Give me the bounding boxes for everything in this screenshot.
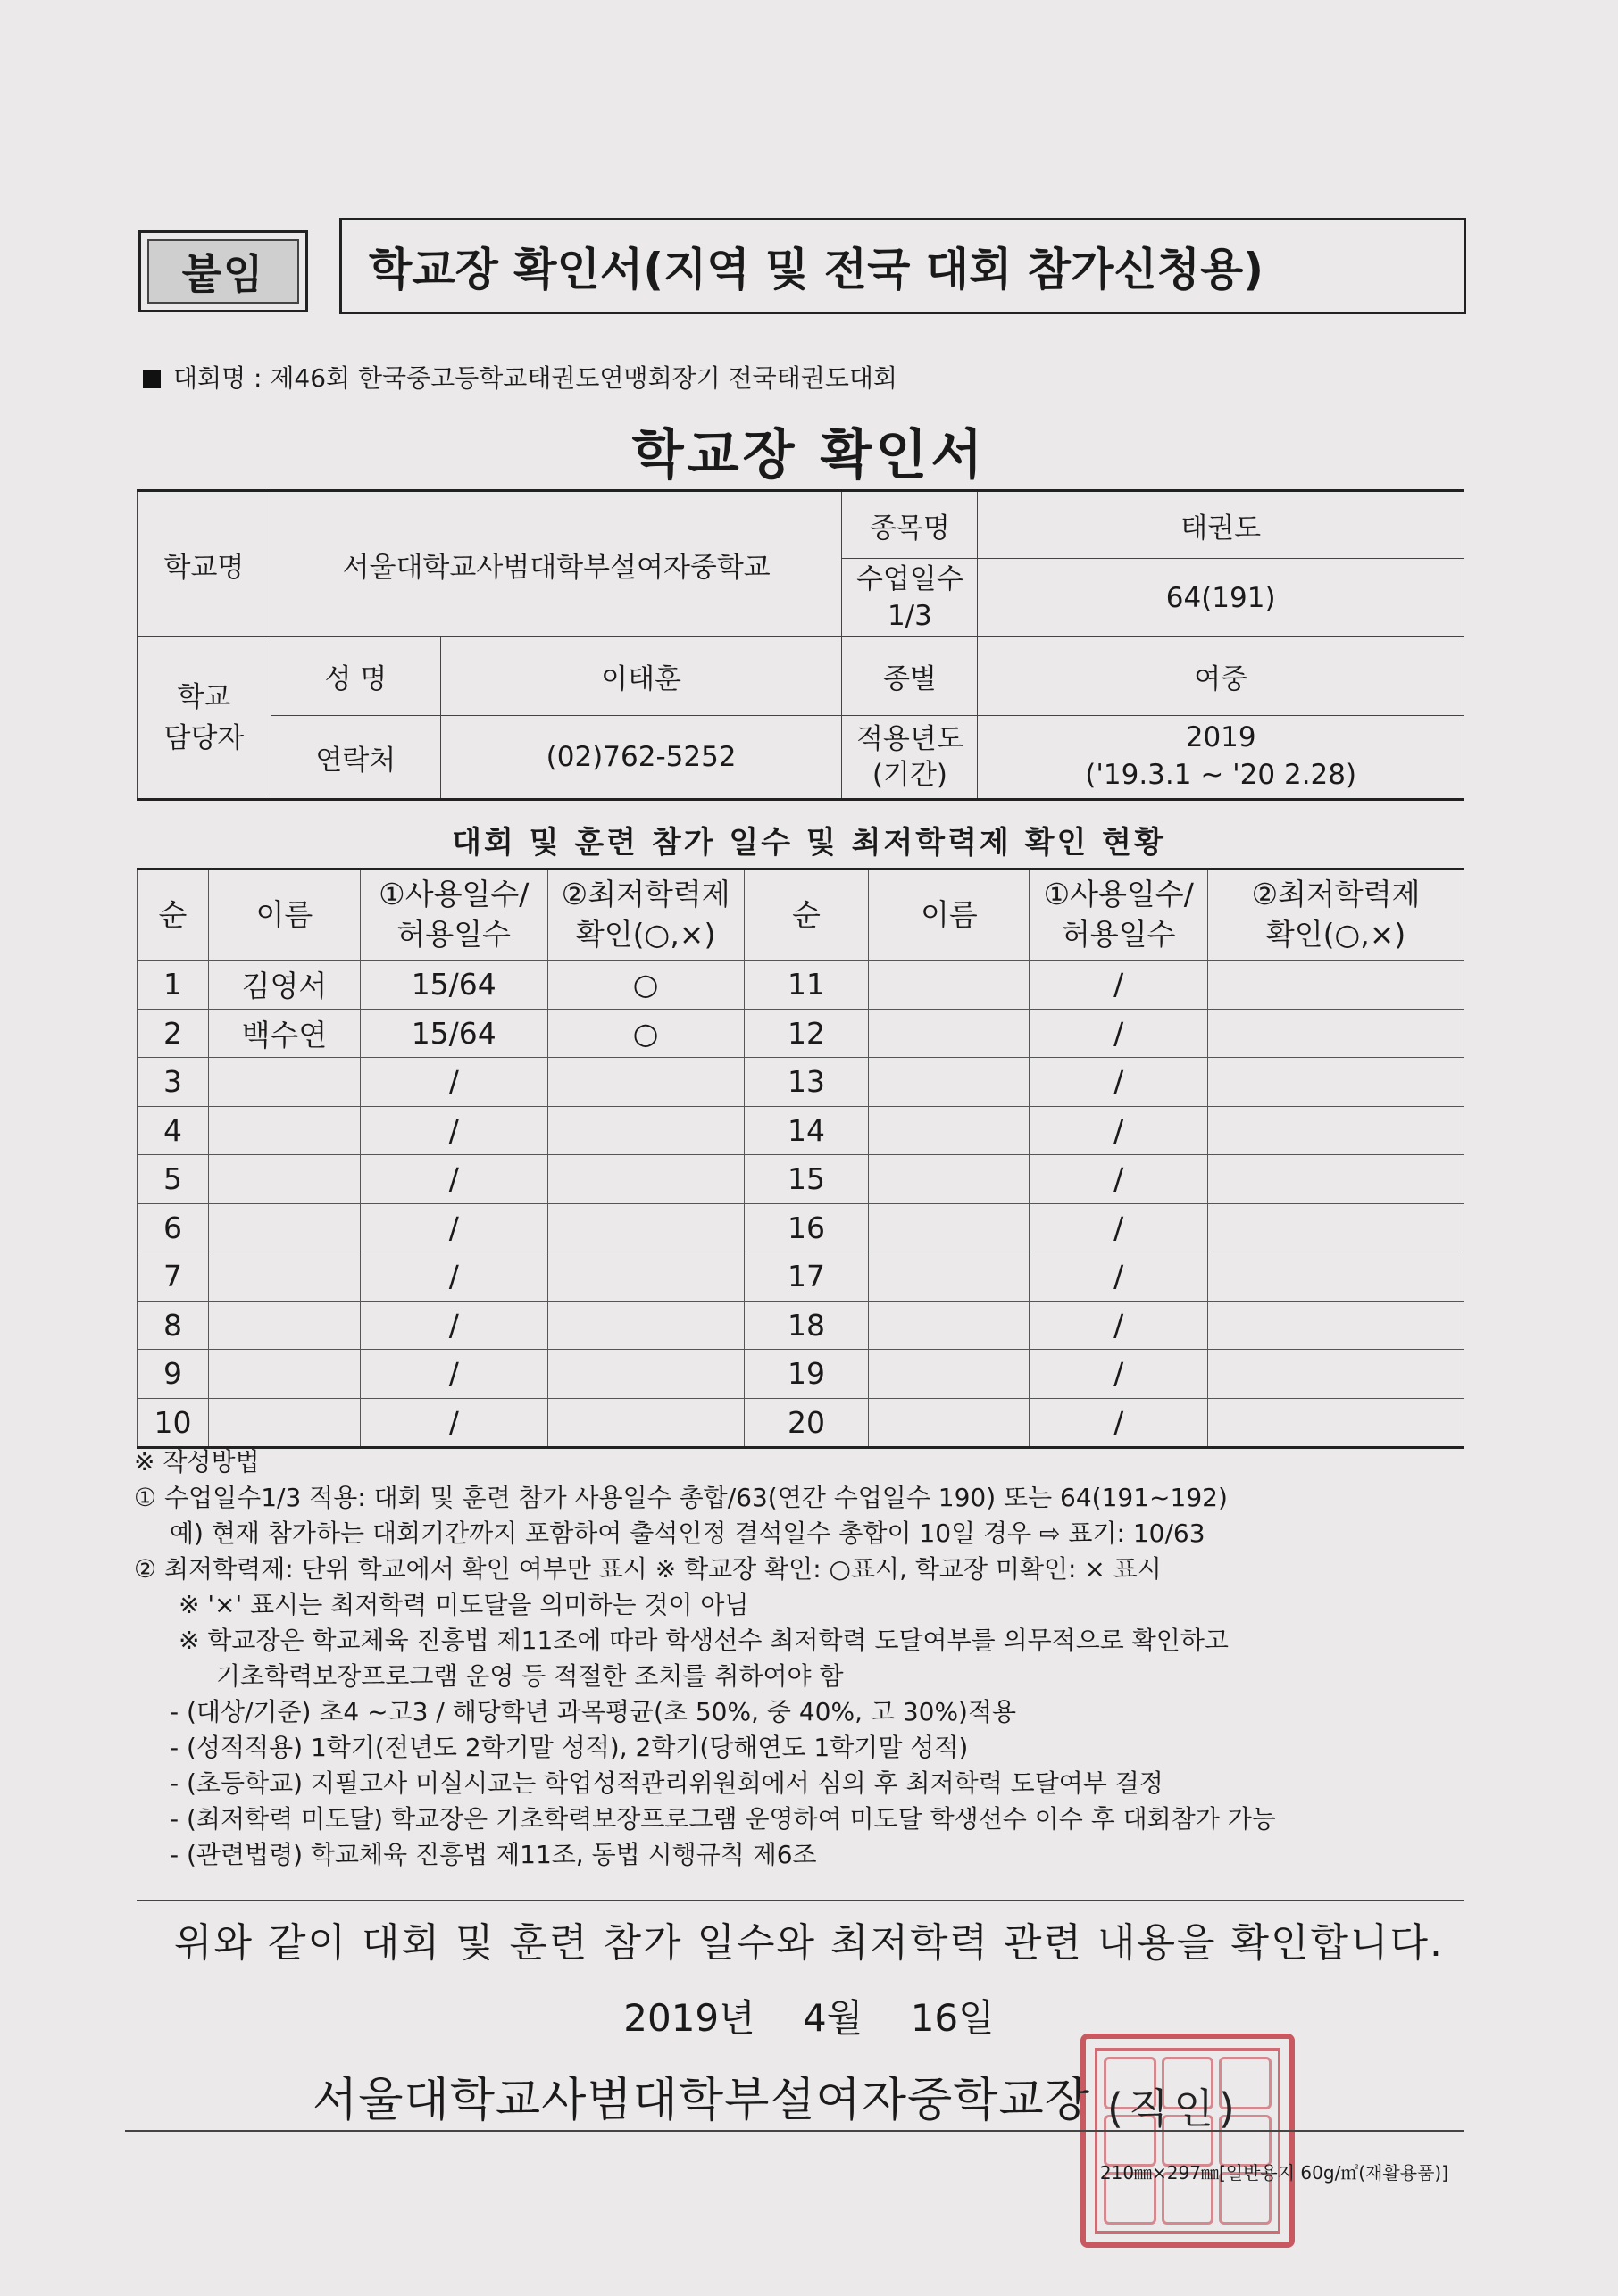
cell-name2 bbox=[869, 1203, 1030, 1252]
cell-no2: 17 bbox=[744, 1252, 869, 1302]
cell-no2: 18 bbox=[744, 1301, 869, 1350]
cell-name2 bbox=[869, 1301, 1030, 1350]
cell-no: 8 bbox=[138, 1301, 209, 1350]
cell-no2: 15 bbox=[744, 1155, 869, 1204]
event-label: 종목명 bbox=[842, 491, 978, 559]
section-title: 대회 및 훈련 참가 일수 및 최저학력제 확인 현황 bbox=[452, 825, 1166, 861]
year-value bbox=[978, 716, 1464, 800]
header-no-2: 순 bbox=[744, 869, 869, 961]
cell-days2: / bbox=[1030, 1301, 1208, 1350]
cell-name bbox=[208, 1301, 360, 1350]
divider bbox=[125, 2130, 1464, 2132]
contact-label: 연락처 bbox=[271, 716, 440, 800]
cell-check bbox=[547, 1155, 744, 1204]
event-line bbox=[143, 359, 897, 395]
cell-name2 bbox=[869, 1058, 1030, 1107]
cell-no2: 11 bbox=[744, 961, 869, 1010]
cell-no2: 19 bbox=[744, 1350, 869, 1399]
cell-check bbox=[547, 1106, 744, 1155]
official-seal-icon bbox=[1080, 2034, 1295, 2248]
table-row bbox=[138, 1301, 1464, 1350]
cell-days: / bbox=[360, 1155, 547, 1204]
event-name: 대회명 : 제46회 한국중고등학교태권도연맹회장기 전국태권도대회 bbox=[173, 363, 897, 393]
cell-name2 bbox=[869, 961, 1030, 1010]
table-row bbox=[138, 1058, 1464, 1107]
cell-no2: 16 bbox=[744, 1203, 869, 1252]
cell-days2: / bbox=[1030, 1350, 1208, 1399]
notes-heading: ※ 작성방법 bbox=[134, 1447, 260, 1477]
form-title: 학교장 확인서(지역 및 전국 대회 참가신청용) bbox=[339, 218, 1466, 314]
cell-no2: 13 bbox=[744, 1058, 869, 1107]
cell-days: / bbox=[360, 1058, 547, 1107]
cell-check2 bbox=[1208, 1301, 1464, 1350]
note-line: - (성적적용) 1학기(전년도 2학기말 성적), 2학기(당해연도 1학기말 성적) bbox=[170, 1733, 969, 1762]
cell-check bbox=[547, 1203, 744, 1252]
cell-name2 bbox=[869, 1398, 1030, 1448]
table-row bbox=[138, 961, 1464, 1010]
school-label: 학교명 bbox=[138, 491, 271, 637]
school-value: 서울대학교사범대학부설여자중학교 bbox=[271, 491, 842, 637]
note-line: ※ 학교장은 학교체육 진흥법 제11조에 따라 학생선수 최저학력 도달여부를 의무적으로 확인하고 bbox=[179, 1626, 1229, 1655]
header-row bbox=[138, 869, 1464, 961]
paper-spec: 210㎜×297㎜[일반용지 60g/㎡(재활용품)] bbox=[1099, 2162, 1448, 2184]
year: 2019 bbox=[1185, 721, 1256, 754]
notes bbox=[134, 1444, 1473, 1873]
category-value: 여중 bbox=[978, 637, 1464, 716]
manager-label: 학교 담당자 bbox=[138, 637, 271, 800]
cell-check: ○ bbox=[547, 1009, 744, 1058]
cell-name bbox=[208, 1203, 360, 1252]
header-name: 이름 bbox=[208, 869, 360, 961]
category-label: 종별 bbox=[842, 637, 978, 716]
cell-check2 bbox=[1208, 961, 1464, 1010]
cell-check2 bbox=[1208, 1009, 1464, 1058]
cell-check2 bbox=[1208, 1350, 1464, 1399]
document-title: 학교장 확인서 bbox=[631, 424, 987, 487]
cell-check bbox=[547, 1301, 744, 1350]
contact-value: (02)762-5252 bbox=[440, 716, 842, 800]
divider bbox=[137, 1900, 1464, 1901]
cell-name2 bbox=[869, 1106, 1030, 1155]
table-row bbox=[138, 1252, 1464, 1302]
cell-no: 5 bbox=[138, 1155, 209, 1204]
cell-name2 bbox=[869, 1155, 1030, 1204]
cell-no: 2 bbox=[138, 1009, 209, 1058]
cell-days2: / bbox=[1030, 1398, 1208, 1448]
header-name-2: 이름 bbox=[869, 869, 1030, 961]
cell-check bbox=[547, 1058, 744, 1107]
cell-name bbox=[208, 1398, 360, 1448]
cell-no2: 20 bbox=[744, 1398, 869, 1448]
cell-name bbox=[208, 1058, 360, 1107]
cell-days2: / bbox=[1030, 1252, 1208, 1302]
cell-days2: / bbox=[1030, 1106, 1208, 1155]
table-row bbox=[138, 1398, 1464, 1448]
year-label: 적용년도 (기간) bbox=[842, 716, 978, 800]
attachment-tag bbox=[138, 230, 308, 312]
cell-days: / bbox=[360, 1203, 547, 1252]
cell-check2 bbox=[1208, 1398, 1464, 1448]
cell-no: 1 bbox=[138, 961, 209, 1010]
issue-date: 2019년 4월 16일 bbox=[623, 1996, 995, 2040]
cell-name2 bbox=[869, 1252, 1030, 1302]
note-line: - (초등학교) 지필고사 미실시교는 학업성적관리위원회에서 심의 후 최저학력 도달여부 결정 bbox=[170, 1768, 1163, 1798]
table-row bbox=[138, 1155, 1464, 1204]
cell-name bbox=[208, 1252, 360, 1302]
note-line: ① 수업일수1/3 적용: 대회 및 훈련 참가 사용일수 총합/63(연간 수업일수 190) 또는 64(191~192) bbox=[134, 1483, 1228, 1512]
cell-check2 bbox=[1208, 1155, 1464, 1204]
cell-check2 bbox=[1208, 1203, 1464, 1252]
cell-check2 bbox=[1208, 1058, 1464, 1107]
cell-name2 bbox=[869, 1009, 1030, 1058]
cell-check: ○ bbox=[547, 961, 744, 1010]
cell-days: / bbox=[360, 1301, 547, 1350]
header-check-2: ②최저학력제 확인(○,×) bbox=[1208, 869, 1464, 961]
stamp-label: (직인) bbox=[1107, 2084, 1240, 2133]
header-days-2: ①사용일수/ 허용일수 bbox=[1030, 869, 1208, 961]
note-line: - (대상/기준) 초4 ~고3 / 해당학년 과목평균(초 50%, 중 40%, 고 30%)적용 bbox=[170, 1697, 1017, 1726]
days-value: 64(191) bbox=[978, 559, 1464, 637]
table-row bbox=[138, 1203, 1464, 1252]
cell-days2: / bbox=[1030, 1155, 1208, 1204]
header-no: 순 bbox=[138, 869, 209, 961]
table-row bbox=[138, 1106, 1464, 1155]
cell-no: 6 bbox=[138, 1203, 209, 1252]
note-line: ※ '×' 표시는 최저학력 미도달을 의미하는 것이 아님 bbox=[179, 1590, 749, 1619]
cell-days2: / bbox=[1030, 1009, 1208, 1058]
cell-check bbox=[547, 1350, 744, 1399]
cell-days: 15/64 bbox=[360, 1009, 547, 1058]
cell-days: 15/64 bbox=[360, 961, 547, 1010]
cell-name bbox=[208, 1350, 360, 1399]
cell-check2 bbox=[1208, 1106, 1464, 1155]
cell-days: / bbox=[360, 1350, 547, 1399]
cell-no: 7 bbox=[138, 1252, 209, 1302]
cell-name: 김영서 bbox=[208, 961, 360, 1010]
info-table bbox=[137, 489, 1464, 801]
cell-check bbox=[547, 1398, 744, 1448]
table-row bbox=[138, 1009, 1464, 1058]
cell-name bbox=[208, 1106, 360, 1155]
cell-no: 4 bbox=[138, 1106, 209, 1155]
name-label: 성 명 bbox=[271, 637, 440, 716]
note-line: - (관련법령) 학교체육 진흥법 제11조, 동법 시행규칙 제6조 bbox=[170, 1840, 817, 1869]
participant-table bbox=[137, 868, 1464, 1449]
cell-check bbox=[547, 1252, 744, 1302]
cell-name bbox=[208, 1155, 360, 1204]
table-row bbox=[138, 1350, 1464, 1399]
cell-name2 bbox=[869, 1350, 1030, 1399]
cell-days2: / bbox=[1030, 961, 1208, 1010]
period: ('19.3.1 ~ '20 2.28) bbox=[1085, 759, 1357, 791]
event-value: 태권도 bbox=[978, 491, 1464, 559]
cell-days: / bbox=[360, 1252, 547, 1302]
cell-no: 9 bbox=[138, 1350, 209, 1399]
name-value: 이태훈 bbox=[440, 637, 842, 716]
note-line: - (최저학력 미도달) 학교장은 기초학력보장프로그램 운영하여 미도달 학생선수 이수 후 대회참가 가능 bbox=[170, 1804, 1276, 1834]
confirm-statement: 위와 같이 대회 및 훈련 참가 일수와 최저학력 관련 내용을 확인합니다. bbox=[174, 1920, 1444, 1966]
cell-days2: / bbox=[1030, 1058, 1208, 1107]
cell-name: 백수연 bbox=[208, 1009, 360, 1058]
header-days: ①사용일수/ 허용일수 bbox=[360, 869, 547, 961]
principal-name: 서울대학교사범대학부설여자중학교장 bbox=[313, 2074, 1090, 2127]
days-label: 수업일수 1/3 bbox=[842, 559, 978, 637]
cell-check2 bbox=[1208, 1252, 1464, 1302]
header-check: ②최저학력제 확인(○,×) bbox=[547, 869, 744, 961]
cell-no2: 14 bbox=[744, 1106, 869, 1155]
attachment-tag-label: 붙임 bbox=[147, 239, 299, 304]
note-line: 예) 현재 참가하는 대회기간까지 포함하여 출석인정 결석일수 총합이 10일 경우 ⇨ 표기: 10/63 bbox=[170, 1518, 1205, 1548]
cell-days2: / bbox=[1030, 1203, 1208, 1252]
cell-no: 10 bbox=[138, 1398, 209, 1448]
square-bullet-icon bbox=[143, 370, 161, 388]
note-line: ② 최저학력제: 단위 학교에서 확인 여부만 표시 ※ 학교장 확인: ○표시, 학교장 미확인: × 표시 bbox=[134, 1554, 1162, 1584]
note-line: 기초학력보장프로그램 운영 등 적절한 조치를 취하여야 함 bbox=[216, 1661, 844, 1691]
cell-days: / bbox=[360, 1398, 547, 1448]
cell-no: 3 bbox=[138, 1058, 209, 1107]
cell-days: / bbox=[360, 1106, 547, 1155]
cell-no2: 12 bbox=[744, 1009, 869, 1058]
